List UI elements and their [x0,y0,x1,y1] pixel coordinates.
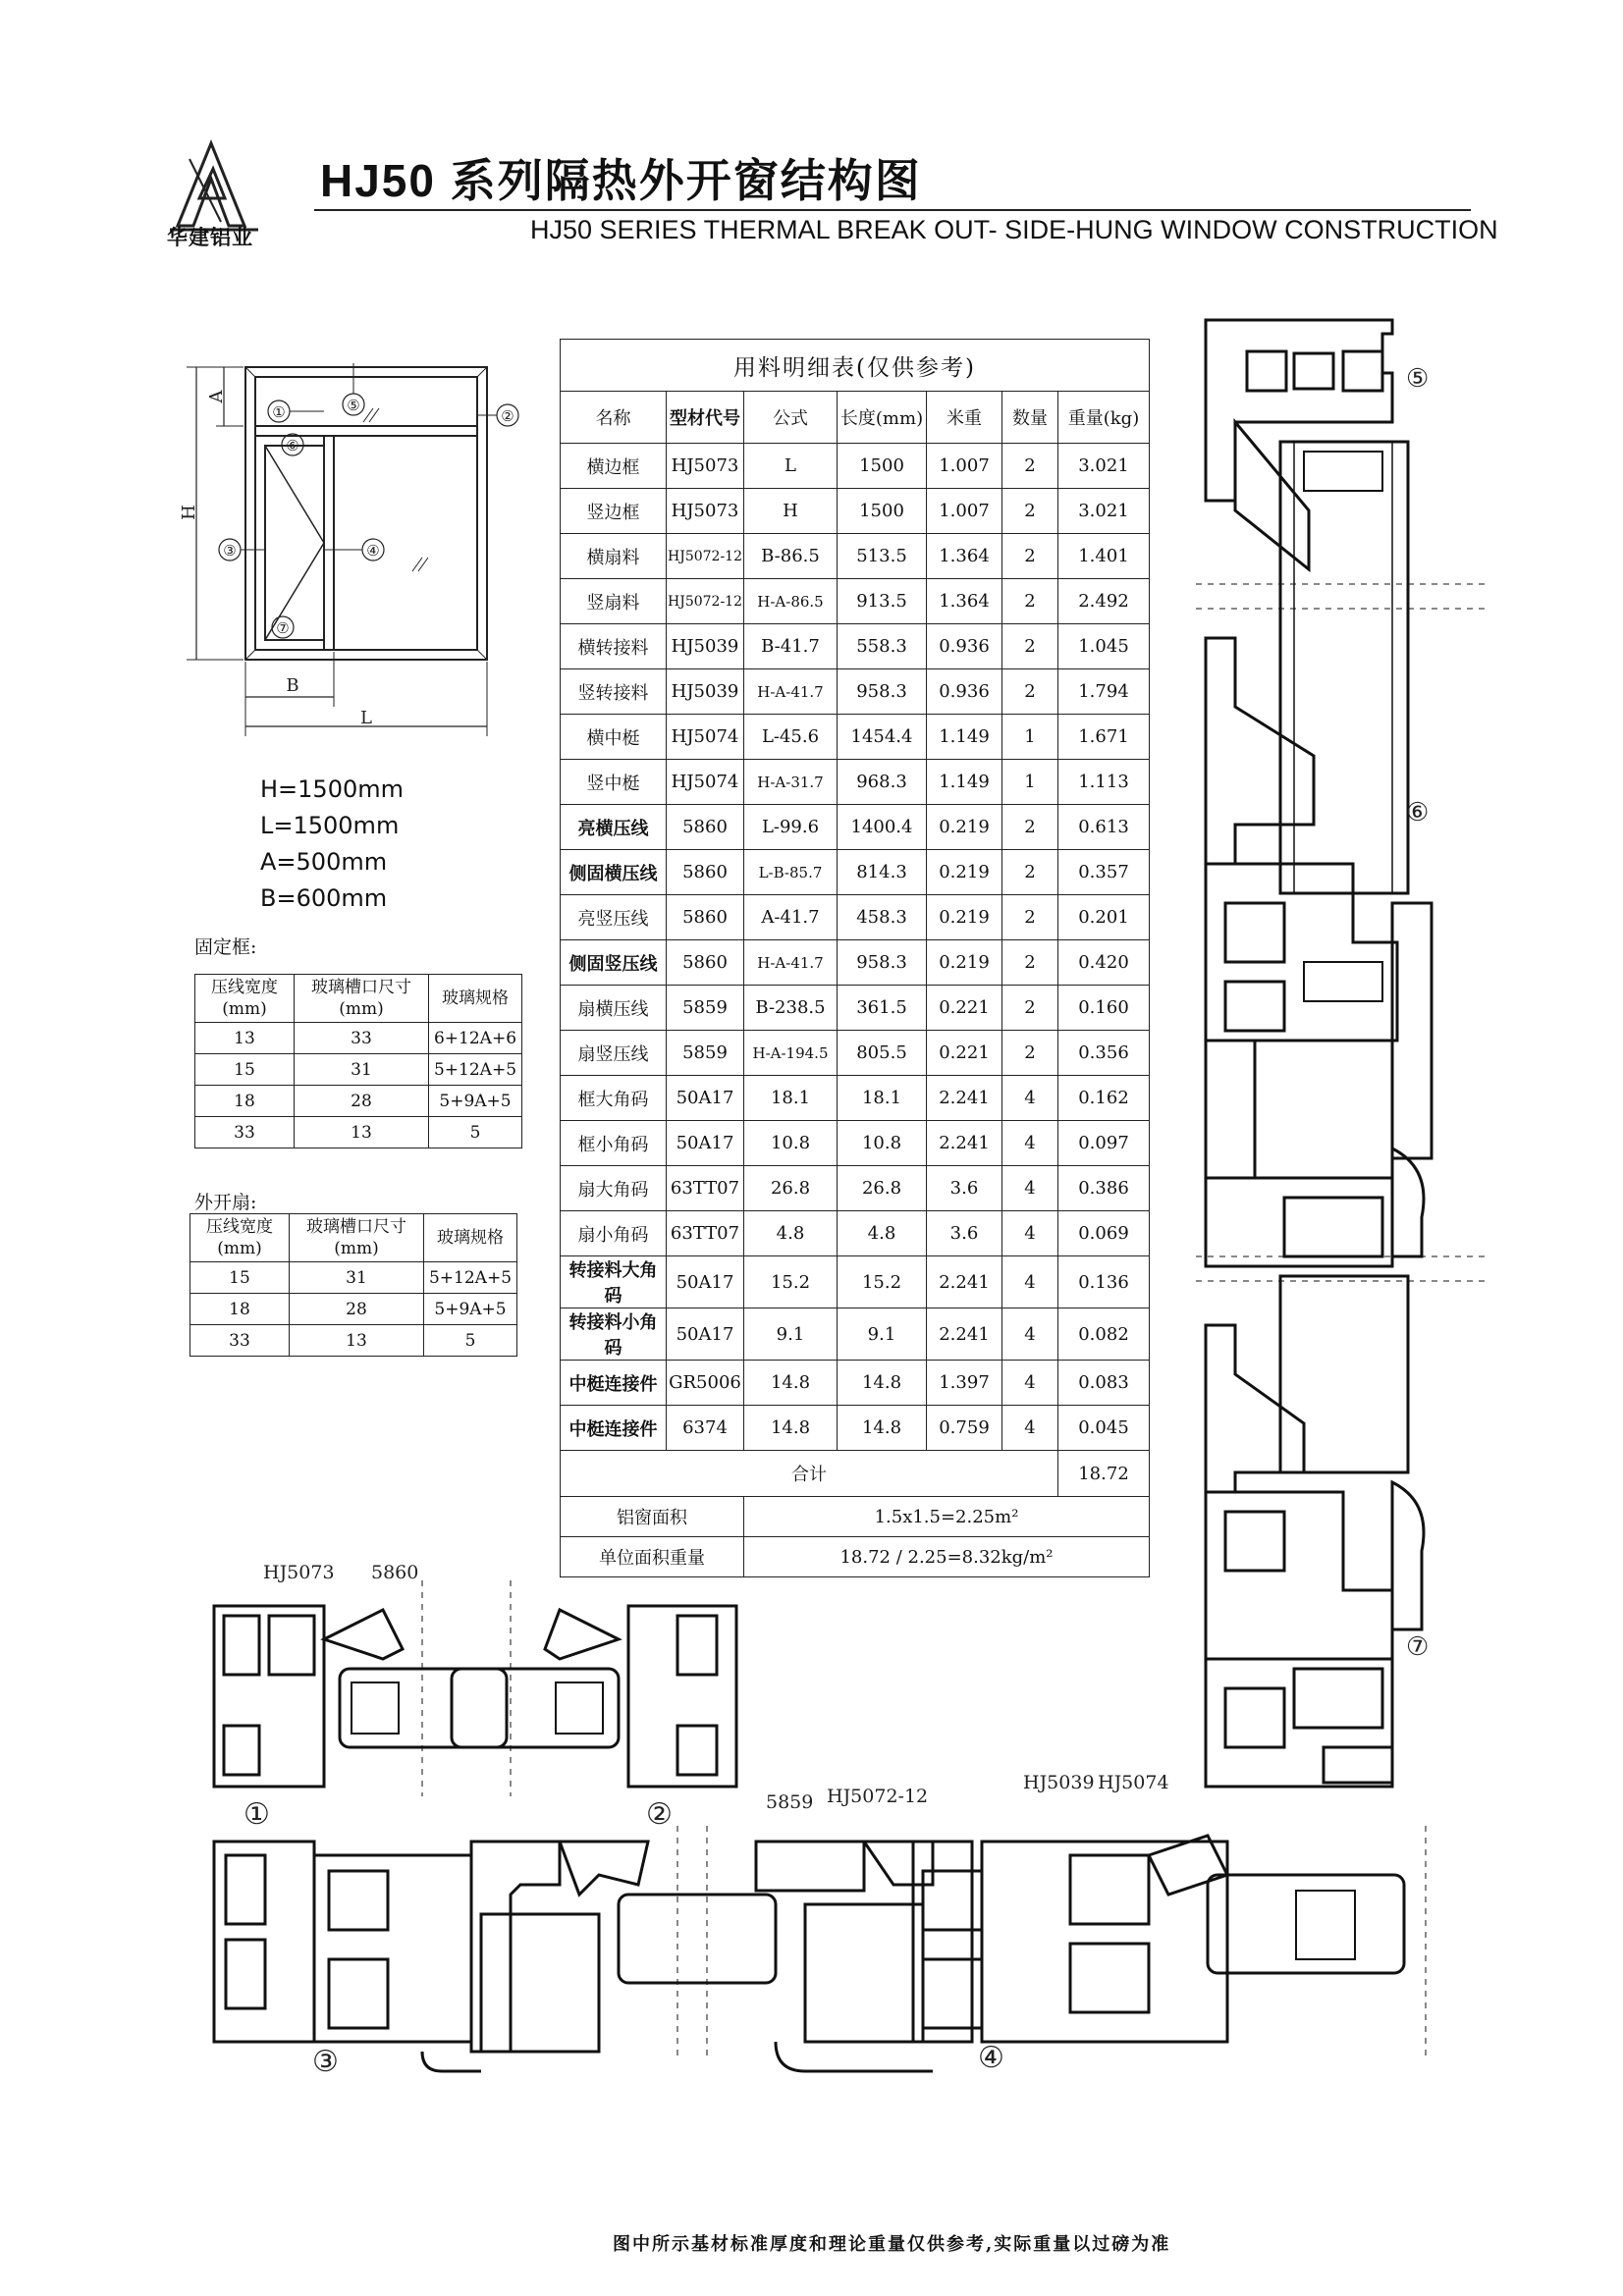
col-header: 玻璃规格 [424,1214,517,1262]
cell: 50A17 [667,1256,744,1308]
cell: 4 [1002,1406,1058,1451]
cell: H [744,489,838,534]
cell: 4.8 [744,1211,838,1256]
table-header-row [195,975,522,1023]
table-row [190,1325,517,1357]
cell: 1.113 [1058,760,1150,805]
cell: 10.8 [744,1121,838,1166]
cell: 913.5 [838,579,927,624]
table-header-row [561,392,1150,444]
marker-2: ② [501,407,514,425]
cell: 0.069 [1058,1211,1150,1256]
cell: H-A-41.7 [744,940,838,986]
cell: 5+12A+5 [424,1262,517,1294]
cell: 3.6 [927,1211,1002,1256]
cell: 5859 [667,986,744,1031]
cell: 竖扇料 [561,579,667,624]
section-marker-4: ④ [978,2041,1004,2075]
cell: 0.219 [927,940,1002,986]
cell: 1400.4 [838,805,927,850]
cell: 10.8 [838,1121,927,1166]
cell: 50A17 [667,1308,744,1361]
cell: 1.007 [927,444,1002,489]
cell: 1 [1002,760,1058,805]
cell: 1500 [838,489,927,534]
cell: 4 [1002,1211,1058,1256]
dim-h-label: H [179,505,199,520]
page-subtitle: HJ50 SERIES THERMAL BREAK OUT- SIDE-HUNG WINDOW CONSTRUCTION [530,215,1498,244]
cell: 5859 [667,1031,744,1076]
label-hj5073: HJ5073 [263,1562,335,1583]
table-header-row [190,1214,517,1262]
table-row [561,1361,1150,1406]
cell: 33 [295,1023,429,1054]
table-row [561,579,1150,624]
cell: 0.936 [927,669,1002,715]
cell: 15.2 [744,1256,838,1308]
cell: 2.241 [927,1256,1002,1308]
cell: L-B-85.7 [744,850,838,895]
cell: 958.3 [838,940,927,986]
cell: 13 [195,1023,295,1054]
cell: 亮横压线 [561,805,667,850]
cell: 26.8 [838,1166,927,1211]
cell: 扇大角码 [561,1166,667,1211]
window-elevation-drawing [177,353,540,756]
cell: 31 [295,1054,429,1086]
horizontal-section-drawing [187,1551,1453,2101]
marker-5: ⑤ [347,397,360,414]
cell: A-41.7 [744,895,838,940]
cell: 18.1 [744,1076,838,1121]
cell: 4 [1002,1166,1058,1211]
fixed-frame-label: 固定框: [194,936,257,958]
cell: 6374 [667,1406,744,1451]
cell: 9.1 [744,1308,838,1361]
title-divider [314,209,1471,211]
table-row [561,534,1150,579]
cell: 14.8 [744,1406,838,1451]
cell: 18 [195,1086,295,1117]
cell: 2 [1002,489,1058,534]
cell: 1.794 [1058,669,1150,715]
cell: 2 [1002,1031,1058,1076]
cell: 968.3 [838,760,927,805]
cell: 2 [1002,805,1058,850]
cell: 转接料小角码 [561,1308,667,1361]
cell: HJ5073 [667,489,744,534]
cell: 中梃连接件 [561,1361,667,1406]
cell: 5860 [667,850,744,895]
cell: HJ5072-12 [667,534,744,579]
cell: 513.5 [838,534,927,579]
cell: 扇横压线 [561,986,667,1031]
cell: 15 [190,1262,290,1294]
table-row [561,669,1150,715]
cell: 3.6 [927,1166,1002,1211]
cell: 14.8 [744,1361,838,1406]
cell: 0.386 [1058,1166,1150,1211]
marker-6: ⑥ [286,437,299,454]
cell: 扇竖压线 [561,1031,667,1076]
cell: 0.936 [927,624,1002,669]
total-label: 合计 [561,1451,1058,1497]
cell: 2.241 [927,1076,1002,1121]
col-header: 型材代号 [667,392,744,444]
cell: 2 [1002,669,1058,715]
cell: 558.3 [838,624,927,669]
dim-a: A=500mm [260,848,388,876]
cell: 0.221 [927,1031,1002,1076]
materials-table [560,339,1150,1577]
cell: 4 [1002,1076,1058,1121]
cell: 侧固横压线 [561,850,667,895]
cell: 958.3 [838,669,927,715]
cell: 0.219 [927,805,1002,850]
unit-weight-value: 18.72 / 2.25=8.32kg/m² [744,1537,1150,1577]
cell: 0.083 [1058,1361,1150,1406]
cell: 2 [1002,895,1058,940]
section-marker-2: ② [646,1797,673,1832]
cell: 0.162 [1058,1076,1150,1121]
cell: 竖中梃 [561,760,667,805]
table-row [561,805,1150,850]
cell: 0.097 [1058,1121,1150,1166]
cell: 18.1 [838,1076,927,1121]
cell: 0.221 [927,986,1002,1031]
cell: 1.364 [927,534,1002,579]
area-label: 铝窗面积 [561,1497,744,1537]
col-header: 名称 [561,392,667,444]
section-marker-6: ⑥ [1406,798,1430,828]
table-row [561,1211,1150,1256]
cell: 转接料大角码 [561,1256,667,1308]
cell: 0.136 [1058,1256,1150,1308]
cell: 0.045 [1058,1406,1150,1451]
cell: GR5006 [667,1361,744,1406]
cell: 5+12A+5 [429,1054,522,1086]
cell: B-86.5 [744,534,838,579]
cell: 33 [195,1117,295,1148]
table-row [561,895,1150,940]
unit-weight-label: 单位面积重量 [561,1537,744,1577]
cell: 5 [429,1117,522,1148]
table-row [561,1121,1150,1166]
cell: 2 [1002,579,1058,624]
cell: 横转接料 [561,624,667,669]
cell: L [744,444,838,489]
col-header: 压线宽度(mm) [195,975,295,1023]
cell: 2 [1002,444,1058,489]
col-header: 长度(mm) [838,392,927,444]
label-5860: 5860 [371,1562,419,1583]
cell: 814.3 [838,850,927,895]
cell: H-A-194.5 [744,1031,838,1076]
cell: 0.082 [1058,1308,1150,1361]
cell: 中梃连接件 [561,1406,667,1451]
section-marker-3: ③ [312,2045,339,2079]
table-row [561,986,1150,1031]
col-header: 米重 [927,392,1002,444]
cell: 1.045 [1058,624,1150,669]
cell: 4 [1002,1308,1058,1361]
marker-3: ③ [223,542,237,560]
table-row [561,940,1150,986]
cell: 15 [195,1054,295,1086]
cell: HJ5074 [667,760,744,805]
cell: B-238.5 [744,986,838,1031]
cell: 2 [1002,534,1058,579]
marker-4: ④ [366,542,380,560]
cell: 2 [1002,850,1058,895]
logo-text: 华建铝业 [167,226,253,249]
table-row [561,444,1150,489]
cell: 横扇料 [561,534,667,579]
cell: 0.357 [1058,850,1150,895]
cell: 0.219 [927,895,1002,940]
cell: 0.201 [1058,895,1150,940]
cell: 14.8 [838,1406,927,1451]
page-title: HJ50 系列隔热外开窗结构图 [320,155,922,206]
cell: 9.1 [838,1308,927,1361]
cell: 1.364 [927,579,1002,624]
cell: 2.492 [1058,579,1150,624]
col-header: 玻璃槽口尺寸(mm) [290,1214,424,1262]
cell: 扇小角码 [561,1211,667,1256]
total-row [561,1451,1150,1497]
cell: 0.420 [1058,940,1150,986]
cell: HJ5073 [667,444,744,489]
cell: 1 [1002,715,1058,760]
table-row [561,1256,1150,1308]
table-row [561,715,1150,760]
cell: 4.8 [838,1211,927,1256]
table-row [195,1023,522,1054]
table-row [195,1054,522,1086]
cell: 竖边框 [561,489,667,534]
cell: 5 [424,1325,517,1357]
cell: 4 [1002,1361,1058,1406]
cell: 2 [1002,624,1058,669]
cell: 2.241 [927,1121,1002,1166]
cell: HJ5072-12 [667,579,744,624]
dim-l-label: L [360,708,372,728]
cell: 63TT07 [667,1211,744,1256]
cell: H-A-86.5 [744,579,838,624]
cell: 6+12A+6 [429,1023,522,1054]
cell: B-41.7 [744,624,838,669]
label-hj5039: HJ5039 [1023,1772,1095,1793]
cell: H-A-31.7 [744,760,838,805]
total-value: 18.72 [1058,1451,1150,1497]
label-hj5072: HJ5072-12 [827,1786,929,1807]
area-row [561,1497,1150,1537]
col-header: 公式 [744,392,838,444]
cell: 框小角码 [561,1121,667,1166]
cell: 361.5 [838,986,927,1031]
dim-l: L=1500mm [260,812,400,839]
cell: HJ5039 [667,624,744,669]
cell: 1.149 [927,760,1002,805]
cell: 4 [1002,1121,1058,1166]
sash-table [189,1213,517,1357]
cell: L-99.6 [744,805,838,850]
cell: 14.8 [838,1361,927,1406]
cell: 横中梃 [561,715,667,760]
table-row [195,1117,522,1148]
cell: 50A17 [667,1121,744,1166]
cell: 50A17 [667,1076,744,1121]
table-row [561,850,1150,895]
col-header: 数量 [1002,392,1058,444]
cell: 框大角码 [561,1076,667,1121]
cell: 0.759 [927,1406,1002,1451]
materials-caption: 用料明细表(仅供参考) [561,340,1150,392]
table-row [561,1308,1150,1361]
cell: 1.397 [927,1361,1002,1406]
marker-7: ⑦ [276,619,290,637]
cell: 63TT07 [667,1166,744,1211]
cell: 竖转接料 [561,669,667,715]
cell: 4 [1002,1256,1058,1308]
cell: 28 [290,1294,424,1325]
dim-b: B=600mm [260,884,388,912]
col-header: 重量(kg) [1058,392,1150,444]
table-row [190,1262,517,1294]
cell: 2 [1002,940,1058,986]
cell: 33 [190,1325,290,1357]
col-header: 玻璃槽口尺寸(mm) [295,975,429,1023]
table-row [561,1076,1150,1121]
cell: 1.401 [1058,534,1150,579]
cell: 3.021 [1058,444,1150,489]
section-marker-1: ① [243,1797,270,1832]
cell: 13 [295,1117,429,1148]
cell: 横边框 [561,444,667,489]
cell: 3.021 [1058,489,1150,534]
marker-1: ① [272,403,286,421]
label-hj5074: HJ5074 [1098,1772,1169,1793]
cell: 1454.4 [838,715,927,760]
cell: 458.3 [838,895,927,940]
section-marker-7: ⑦ [1406,1632,1430,1662]
cell: H-A-41.7 [744,669,838,715]
cell: 805.5 [838,1031,927,1076]
cell: 5860 [667,940,744,986]
cell: L-45.6 [744,715,838,760]
cell: 18 [190,1294,290,1325]
table-row [190,1294,517,1325]
table-row [561,1031,1150,1076]
cell: 亮竖压线 [561,895,667,940]
dim-b-label: B [286,675,299,696]
dimension-list [260,772,404,917]
cell: 0.219 [927,850,1002,895]
col-header: 压线宽度(mm) [190,1214,290,1262]
dim-h: H=1500mm [260,775,404,803]
cell: 26.8 [744,1166,838,1211]
area-value: 1.5x1.5=2.25m² [744,1497,1150,1537]
cell: 13 [290,1325,424,1357]
table-row [561,624,1150,669]
cell: 1.007 [927,489,1002,534]
sash-label: 外开扇: [194,1192,257,1213]
cell: 5+9A+5 [429,1086,522,1117]
cell: 1.671 [1058,715,1150,760]
col-header: 玻璃规格 [429,975,522,1023]
cell: 2 [1002,986,1058,1031]
section-marker-5: ⑤ [1406,364,1430,394]
table-row [195,1086,522,1117]
table-row [561,489,1150,534]
cell: 0.160 [1058,986,1150,1031]
footnote: 图中所示基材标准厚度和理论重量仅供参考,实际重量以过磅为准 [613,2234,1171,2255]
cell: 侧固竖压线 [561,940,667,986]
cell: 1.149 [927,715,1002,760]
label-5859: 5859 [766,1791,814,1813]
cell: HJ5039 [667,669,744,715]
cell: 15.2 [838,1256,927,1308]
cell: 28 [295,1086,429,1117]
cell: 5860 [667,805,744,850]
cell: 0.356 [1058,1031,1150,1076]
table-row [561,760,1150,805]
cell: 1500 [838,444,927,489]
fixed-frame-table [194,974,522,1148]
cell: 5860 [667,895,744,940]
cell: HJ5074 [667,715,744,760]
table-row [561,1166,1150,1211]
cell: 2.241 [927,1308,1002,1361]
cell: 31 [290,1262,424,1294]
table-row [561,1406,1150,1451]
dim-a-label: A [206,390,227,403]
cell: 5+9A+5 [424,1294,517,1325]
cell: 0.613 [1058,805,1150,850]
